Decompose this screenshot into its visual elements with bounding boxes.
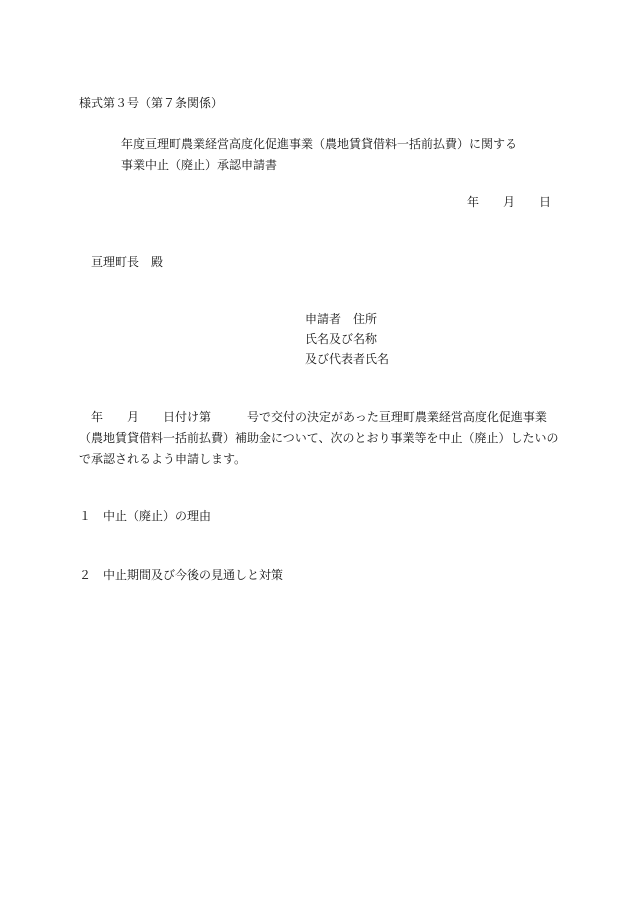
document-title-line-1: 年度亘理町農業経営高度化促進事業（農地賃貸借料一括前払費）に関する	[121, 137, 518, 151]
section-2-heading	[79, 567, 283, 583]
section-2-number: ２	[79, 568, 92, 582]
section-1-number: １	[79, 509, 92, 523]
document-title-line-2: 事業中止（廃止）承認申請書	[121, 158, 278, 172]
body-text-line-1: 年 月 日付け第 号で交付の決定があった亘理町農業経営高度化促進事業	[79, 410, 547, 424]
date-line: 年 月 日	[466, 195, 551, 209]
addressee: 亘理町長 殿	[91, 255, 164, 269]
body-text-line-3: で承認されるよう申請します。	[79, 452, 247, 466]
applicant-address-label: 申請者 住所	[305, 312, 378, 326]
form-number: 様式第３号（第７条関係）	[79, 96, 224, 110]
section-1-heading	[79, 508, 211, 524]
section-1-label: 中止（廃止）の理由	[103, 509, 212, 523]
body-text-line-2: （農地賃貸借料一括前払費）補助金について、次のとおり事業等を中止（廃止）したいの	[79, 431, 559, 445]
applicant-name-label: 氏名及び名称	[305, 332, 378, 346]
section-2-label: 中止期間及び今後の見通しと対策	[103, 568, 284, 582]
applicant-representative-label: 及び代表者氏名	[305, 352, 390, 366]
